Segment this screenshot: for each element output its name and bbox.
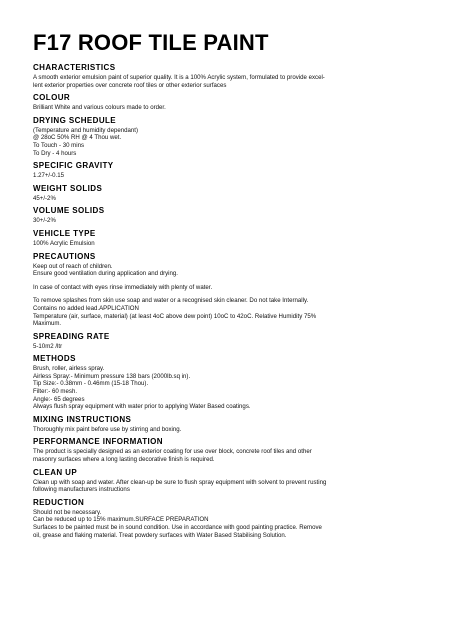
- section-spreading-rate: [33, 332, 428, 351]
- section-heading: WEIGHT SOLIDS: [33, 183, 103, 193]
- section-heading: PERFORMANCE INFORMATION: [33, 437, 163, 447]
- section-heading: DRYING SCHEDULE: [33, 115, 117, 125]
- section-text-line: Angle:- 65 degrees: [33, 395, 85, 403]
- section-text-line: Should not be necessary.: [33, 508, 102, 516]
- section-text-line: 100% Acrylic Emulsion: [33, 239, 95, 247]
- section-heading: SPREADING RATE: [33, 331, 110, 341]
- section-text-line: 30+/-2%: [33, 217, 56, 225]
- section-text-line: (Temperature and humidity dependant): [33, 126, 139, 134]
- section-colour: [33, 93, 428, 112]
- section-heading: VOLUME SOLIDS: [33, 206, 105, 216]
- section-heading: SPECIFIC GRAVITY: [33, 161, 114, 171]
- section-text-line: To remove splashes from skin use soap and water or a recognised skin cleaner. Do not take Internally.: [33, 297, 309, 305]
- section-drying-schedule: [33, 116, 428, 157]
- section-text-line: lent exterior properties over concrete roof tiles or other exterior surfaces: [33, 81, 227, 89]
- section-text-line: masonry surfaces where a long lasting decorative finish is required.: [33, 456, 215, 464]
- section-clean-up: [33, 468, 428, 494]
- section-text-line: 5-10m2 /ltr: [33, 342, 63, 350]
- section-text-line: Temperature (air, surface, material) (at least 4oC above dew point) 10oC to 42oC. Relative Humidity 75%: [33, 312, 317, 320]
- section-performance-information: [33, 437, 428, 463]
- section-text-line: Surfaces to be painted must be in sound condition. Use in accordance with good painting practice. Remove: [33, 524, 322, 531]
- section-text-line: @ 28oC 50% RH @ 4 Thou wet.: [33, 134, 122, 142]
- section-heading: COLOUR: [33, 93, 71, 103]
- section-heading: VEHICLE TYPE: [33, 228, 96, 238]
- section-text-line: Maximum.: [33, 320, 62, 328]
- section-text-line: 1.27+/-0.15: [33, 172, 65, 180]
- sections-container: [33, 63, 428, 539]
- section-text-line: 45+/-2%: [33, 194, 56, 202]
- section-heading: MIXING INSTRUCTIONS: [33, 414, 132, 424]
- section-reduction: [33, 498, 428, 539]
- section-text-line: Brilliant White and various colours made to order.: [33, 104, 166, 112]
- section-methods: [33, 354, 428, 411]
- section-precautions: [33, 252, 428, 328]
- section-mixing-instructions: [33, 415, 428, 434]
- document-page: [33, 30, 428, 539]
- section-heading: CHARACTERISTICS: [33, 63, 116, 72]
- document-title: F17 ROOF TILE PAINT: [33, 30, 269, 55]
- section-specific-gravity: [33, 161, 428, 180]
- section-heading: REDUCTION: [33, 497, 85, 507]
- section-heading: CLEAN UP: [33, 467, 78, 477]
- section-weight-solids: [33, 184, 428, 203]
- section-text-line: The product is specially designed as an exterior coating for use over block, concrete roof tiles and other: [33, 448, 312, 456]
- section-text-line: Keep out of reach of children.: [33, 262, 113, 270]
- section-text-line: A smooth exterior emulsion paint of superior quality. It is a 100% Acrylic system, formulated to provide excel-: [33, 74, 325, 81]
- section-text-line: Airless Spray:- Minimum pressure 138 bars (2000lb.sq in).: [33, 372, 191, 380]
- section-text-line: Clean up with soap and water. After clean-up be sure to flush spray equipment with solvent to prevent rusting: [33, 478, 327, 486]
- section-text-line: In case of contact with eyes rinse immediately with plenty of water.: [33, 283, 213, 291]
- section-text-line: Ensure good ventilation during application and drying.: [33, 270, 178, 278]
- section-text-line: Brush, roller, airless spray.: [33, 365, 105, 373]
- section-text-line: Filter:- 60 mesh.: [33, 388, 78, 396]
- section-characteristics: [33, 63, 428, 89]
- section-text-line: oil, grease and flaking material. Treat powdery surfaces with Water Based Stabilising Solution.: [33, 531, 287, 539]
- section-text-line: Always flush spray equipment with water prior to applying Water Based coatings.: [33, 403, 251, 411]
- section-text-line: Tip Size:- 0.38mm - 0.46mm (15-18 Thou).: [33, 380, 149, 388]
- section-text-line: Contains no added lead.APPLICATION: [33, 304, 139, 312]
- section-heading: METHODS: [33, 354, 76, 364]
- section-text-line: To Dry - 4 hours: [33, 149, 77, 157]
- section-vehicle-type: [33, 229, 428, 248]
- section-text-line: Thoroughly mix paint before use by stirring and boxing.: [33, 425, 182, 433]
- section-text-line: Can be reduced up to 15% maximum.SURFACE PREPARATION: [33, 516, 209, 524]
- section-text-line: To Touch - 30 mins: [33, 141, 85, 149]
- section-volume-solids: [33, 206, 428, 225]
- section-heading: PRECAUTIONS: [33, 251, 96, 261]
- section-text-line: following manufacturers instructions: [33, 486, 130, 494]
